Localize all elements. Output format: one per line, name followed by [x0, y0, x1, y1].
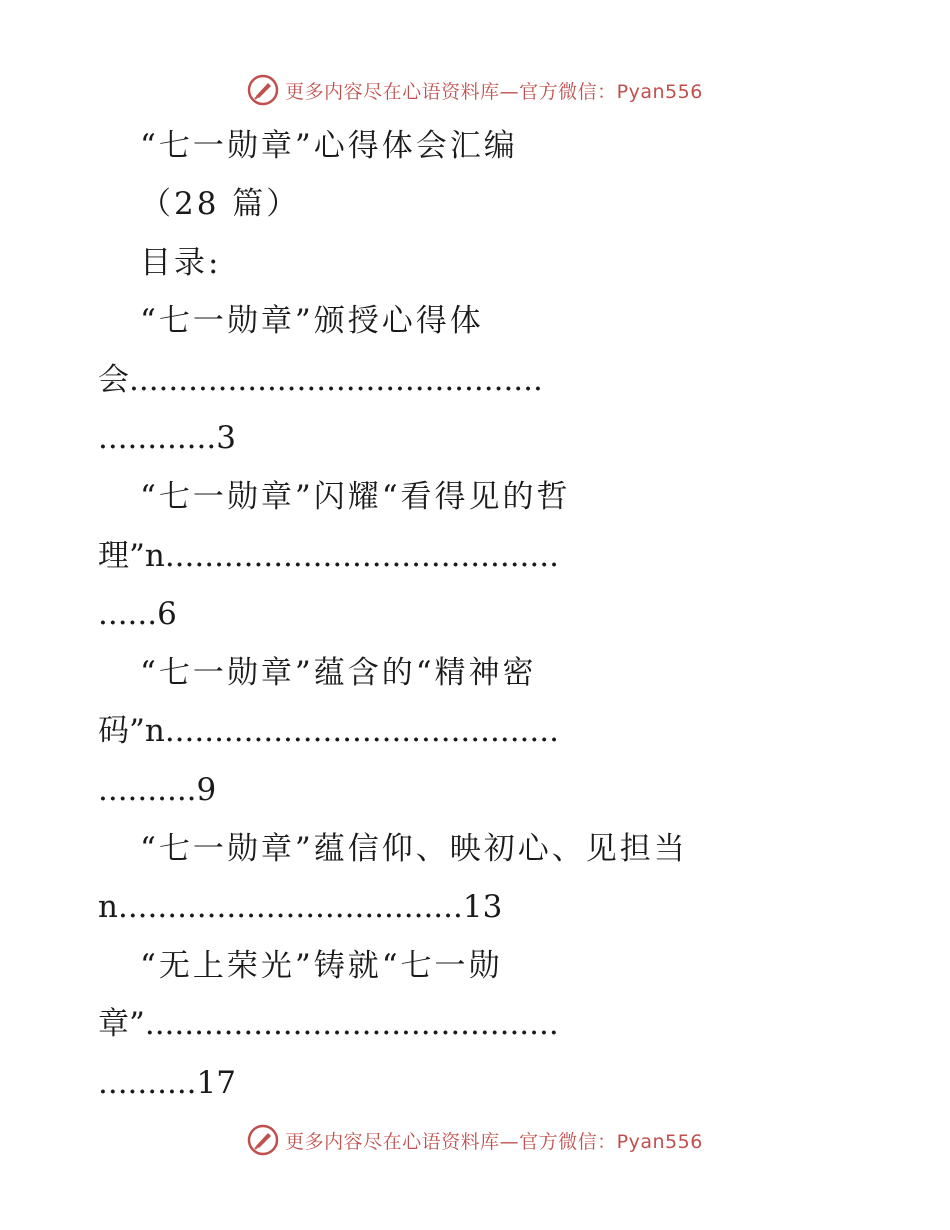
toc-entry-1-leader[interactable]: 会..........................................	[98, 362, 543, 398]
quill-pen-logo-icon	[247, 74, 279, 106]
toc-entry-3-leader[interactable]: 码”n........................................	[98, 713, 559, 749]
header-banner	[0, 70, 950, 110]
toc-entry-5-title[interactable]: “无上荣光”铸就“七一勋	[140, 948, 503, 984]
toc-entry-2-leader[interactable]: 理”n........................................	[98, 538, 559, 574]
toc-entry-1-page[interactable]: ............3	[98, 420, 236, 456]
banner-text: 更多内容尽在心语资料库—官方微信：Pyan556	[285, 80, 703, 103]
toc-entry-5-page[interactable]: ..........17	[98, 1065, 236, 1101]
quill-pen-logo-icon	[247, 1124, 279, 1156]
toc-entry-2-page[interactable]: ......6	[98, 596, 177, 632]
toc-entry-4-title[interactable]: “七一勋章”蕴信仰、映初心、见担当	[140, 831, 688, 867]
banner-text: 更多内容尽在心语资料库—官方微信：Pyan556	[285, 1130, 703, 1153]
document-title: “七一勋章”心得体会汇编	[140, 128, 518, 164]
footer-banner	[0, 1120, 950, 1160]
toc-entry-5-leader[interactable]: 章”..........................................	[98, 1006, 559, 1042]
toc-entry-2-title[interactable]: “七一勋章”闪耀“看得见的哲	[140, 479, 571, 515]
toc-entry-4-leader[interactable]: n...................................13	[98, 889, 503, 925]
toc-label: 目录:	[140, 245, 222, 281]
toc-entry-3-title[interactable]: “七一勋章”蕴含的“精神密	[140, 655, 537, 691]
toc-entry-1-title[interactable]: “七一勋章”颁授心得体	[140, 303, 484, 339]
document-subtitle: （28 篇）	[140, 186, 301, 222]
toc-entry-3-page[interactable]: ..........9	[98, 772, 217, 808]
